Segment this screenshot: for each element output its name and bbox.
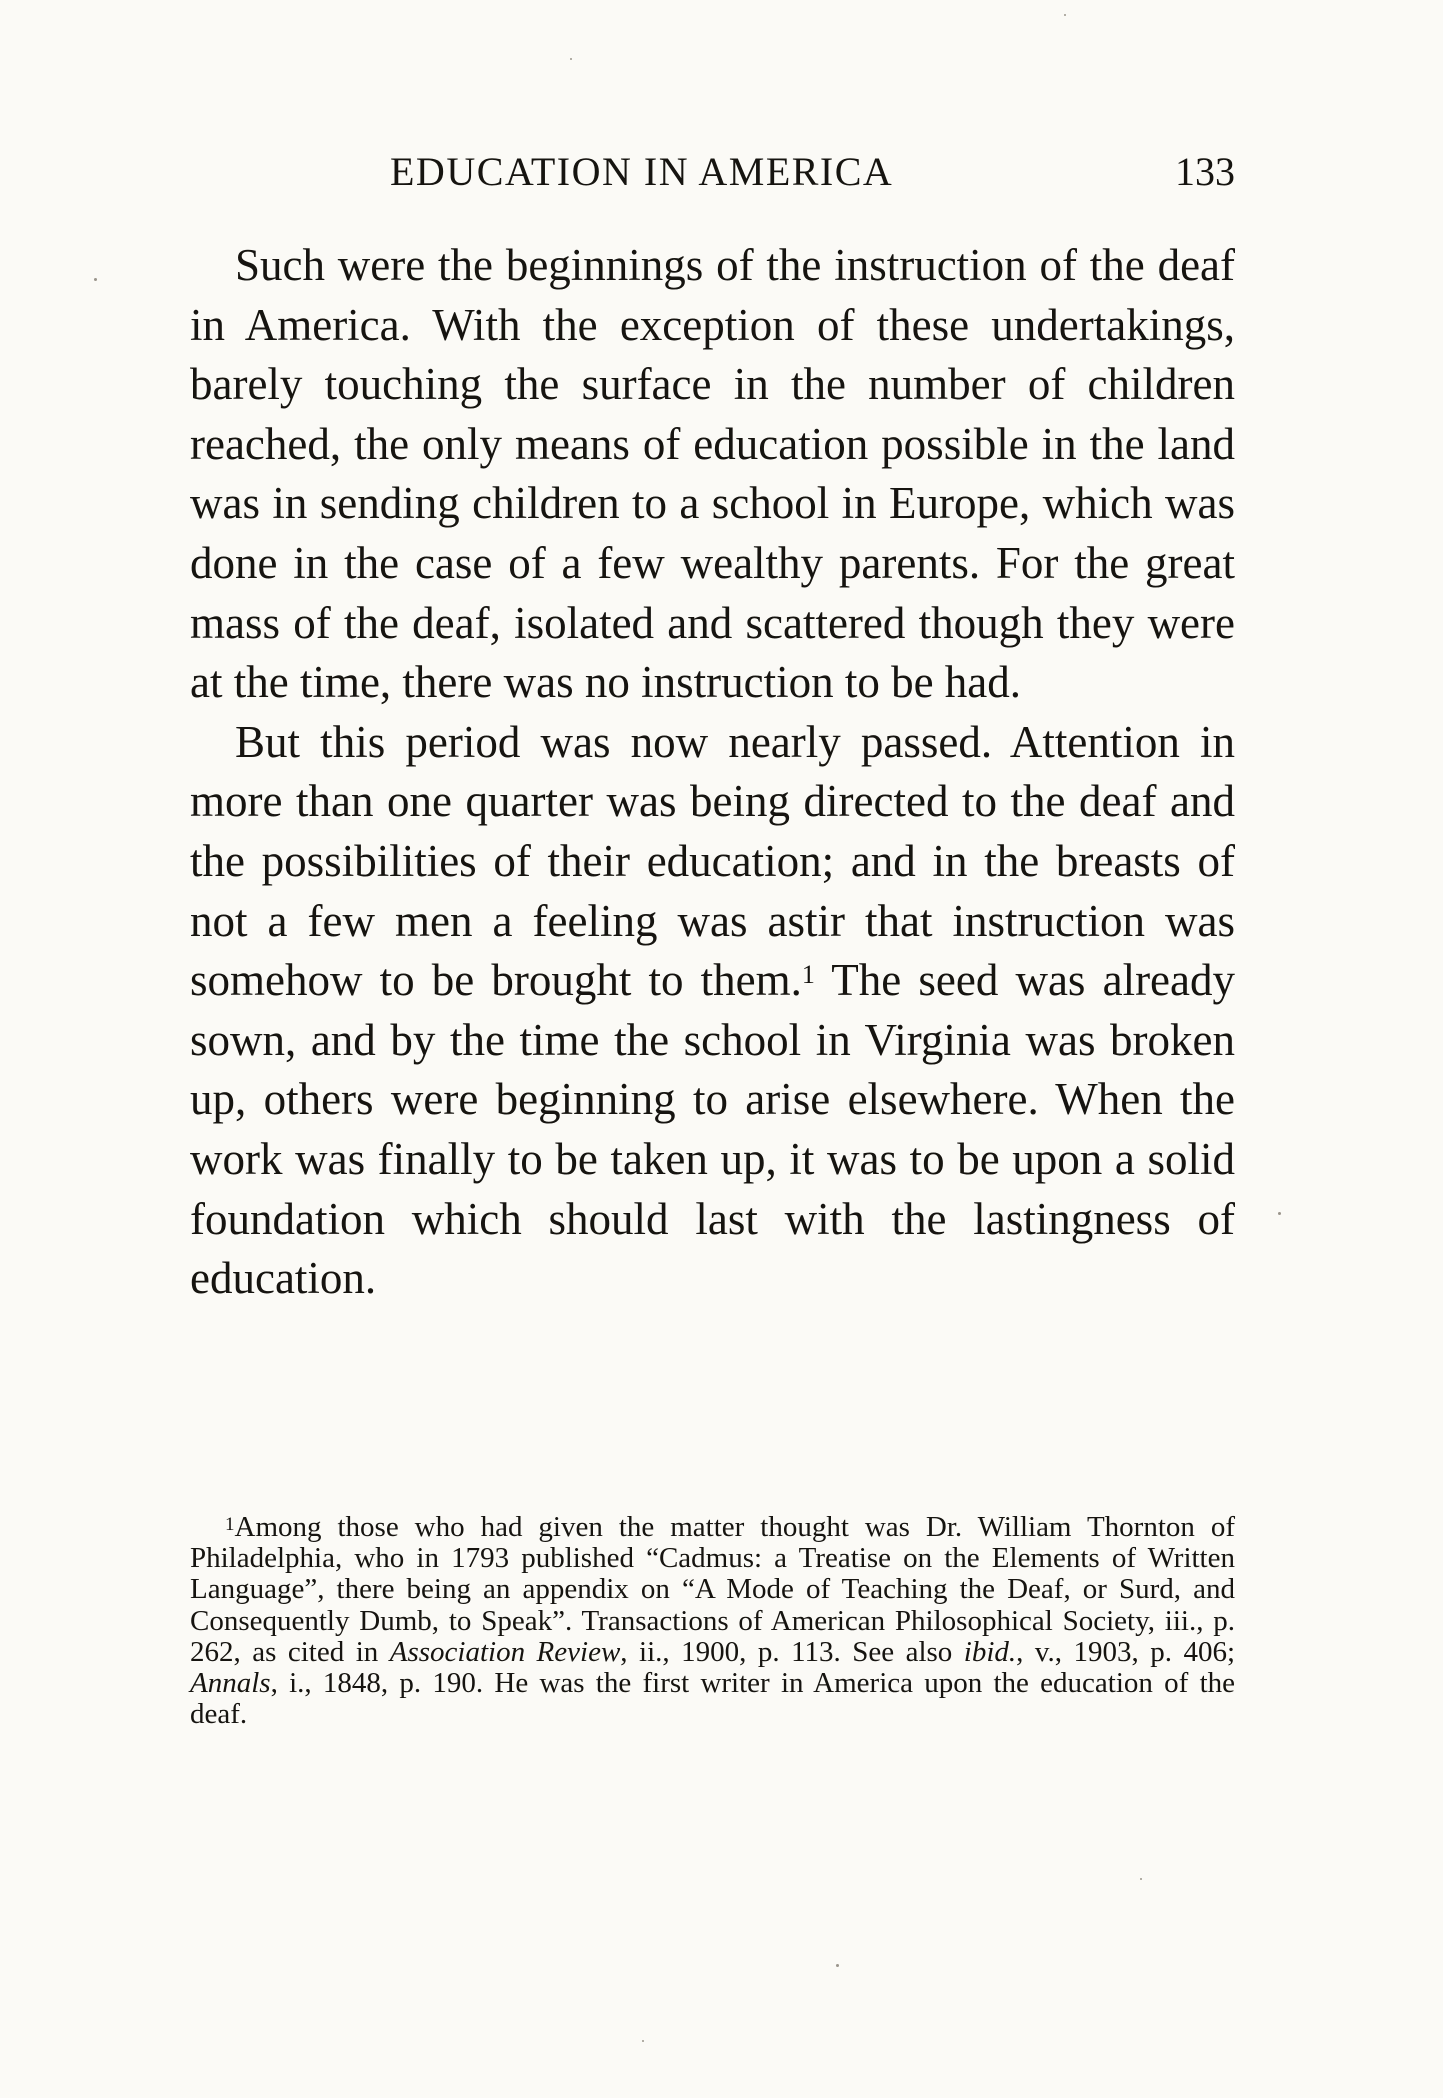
paper-speck <box>570 58 572 60</box>
footnote-text-1: Among those who had given the matter thought was Dr. William Thornton of Philadelphia, who in 1793 published “Cadmus: a Treatise on the Elements of Written Language”, there being an appendix on “A Mode of Teaching the Deaf, or Surd, and Consequently Dumb, to Speak”. Transactions of American Philosophical Society, iii., p. 262, as cited in <box>190 1511 1235 1668</box>
paper-speck <box>1064 14 1066 16</box>
footnote-italic-3: Annals <box>190 1667 271 1700</box>
footnote-text-4: , i., 1848, p. 190. He was the first writer in America upon the education of the deaf. <box>190 1667 1235 1731</box>
footnote-number: 1 <box>225 1514 235 1535</box>
footnote-reference: 1 <box>801 960 815 990</box>
footnote-italic-1: Association Review <box>389 1635 621 1668</box>
footnote-text-2: , ii., 1900, p. 113. See also <box>620 1635 964 1668</box>
paper-speck <box>642 2040 644 2042</box>
paragraph-1-text: Such were the beginnings of the instruction of the deaf in America. With the exception of these undertakings, barely touching the surface in the number of children reached, the only means of education possible in the land was in sending children to a school in Europe, which was done in the case of a few wealthy parents. For the great mass of the deaf, isolated and scattered though they were at the time, there was no instruction to be had. <box>190 240 1235 708</box>
paper-speck <box>1278 1212 1281 1215</box>
paragraph-2-text-before: But this period was now nearly passed. Attention in more than one quarter was being directed to the deaf and the possibilities of their education; and in the breasts of not a few men a feeling was astir that instruction was somehow to be brought to them. <box>190 716 1235 1006</box>
footnote-italic-2: ibid. <box>963 1635 1017 1668</box>
footnotes <box>190 1512 1235 1730</box>
footnote-1 <box>190 1512 1235 1730</box>
paragraph-2 <box>190 713 1235 1309</box>
footnote-text-3: , v., 1903, p. 406; <box>1016 1635 1235 1668</box>
paper-speck <box>836 1964 839 1967</box>
running-title: EDUCATION IN AMERICA <box>390 149 894 194</box>
paper-speck <box>1140 1878 1142 1880</box>
running-header <box>190 148 1235 208</box>
main-text <box>190 236 1235 1309</box>
paragraph-1 <box>190 236 1235 713</box>
paper-speck <box>94 278 97 281</box>
page-number: 133 <box>1175 149 1235 194</box>
paragraph-2-text-after: The seed was already sown, and by the time the school in Virginia was broken up, others were beginning to arise elsewhere. When the work was finally to be taken up, it was to be upon a solid foundation which should last with the lastingness of education. <box>190 955 1236 1304</box>
